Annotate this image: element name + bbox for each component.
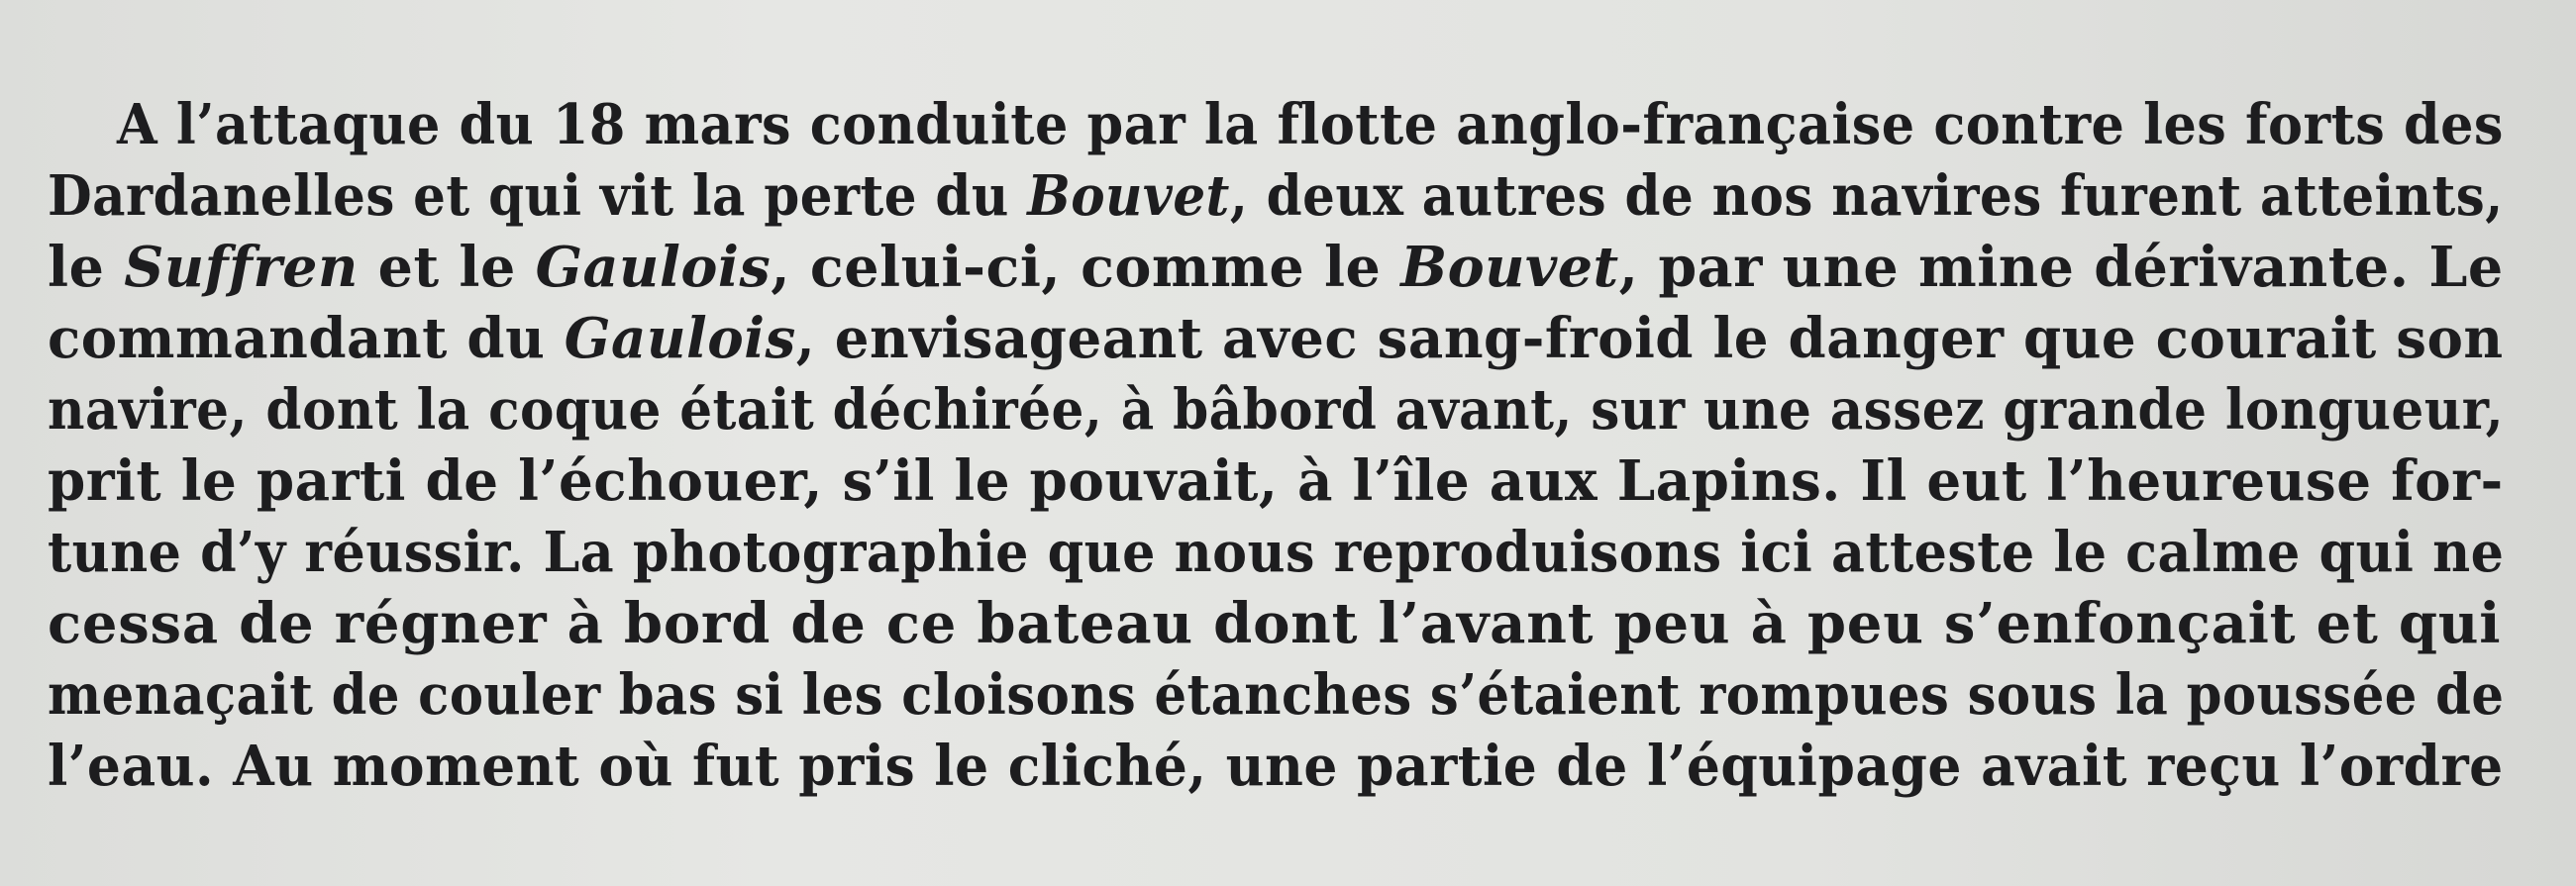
text-line [48, 303, 2504, 374]
text-line [48, 445, 2504, 517]
text-segment: , envisageant avec sang-froid le danger que courait son [795, 306, 2504, 371]
ship-name-bouvet: Bouvet [1027, 163, 1230, 229]
text-line [117, 89, 2504, 160]
text-segment: A l’attaque du 18 mars conduite par la flotte anglo-française contre les forts des [117, 92, 2504, 157]
text-segment: Dardanelles et qui vit la perte du [48, 163, 1028, 229]
text-segment: commandant du [48, 306, 565, 371]
text-line [48, 588, 2501, 659]
text-line [48, 731, 2504, 802]
ship-name-bouvet: Bouvet [1400, 235, 1619, 300]
text-segment: , par une mine dérivante. Le [1618, 235, 2504, 300]
text-segment: , celui-ci, comme le [771, 235, 1401, 300]
text-line [48, 160, 2504, 232]
text-segment: tune d’y réussir. La photographie que nous reproduisons ici atteste le calme qui ne [48, 520, 2505, 585]
text-segment: prit le parti de l’échouer, s’il le pouvait, à l’île aux Lapins. Il eut l’heureuse for- [48, 448, 2504, 514]
text-line [48, 232, 2504, 303]
text-segment: cessa de régner à bord de ce bateau dont l’avant peu à peu s’enfonçait et qui [48, 591, 2502, 656]
text-line [48, 517, 2504, 588]
text-line [48, 659, 2504, 731]
text-segment: navire, dont la coque était déchirée, à bâbord avant, sur une assez grande longueur, [48, 377, 2505, 443]
ship-name-gaulois: Gaulois [535, 235, 772, 300]
text-line [48, 374, 2504, 445]
text-segment: l’eau. Au moment où fut pris le cliché, une partie de l’équipage avait reçu l’ordre [48, 734, 2504, 799]
ship-name-gaulois: Gaulois [564, 306, 796, 371]
text-segment: menaçait de couler bas si les cloisons étanches s’étaient rompues sous la poussée de [48, 662, 2505, 728]
ship-name-suffren: Suffren [124, 235, 359, 300]
text-segment: et le [358, 235, 536, 300]
text-segment: le [48, 235, 125, 300]
text-segment: , deux autres de nos navires furent atteints, [1229, 163, 2504, 229]
